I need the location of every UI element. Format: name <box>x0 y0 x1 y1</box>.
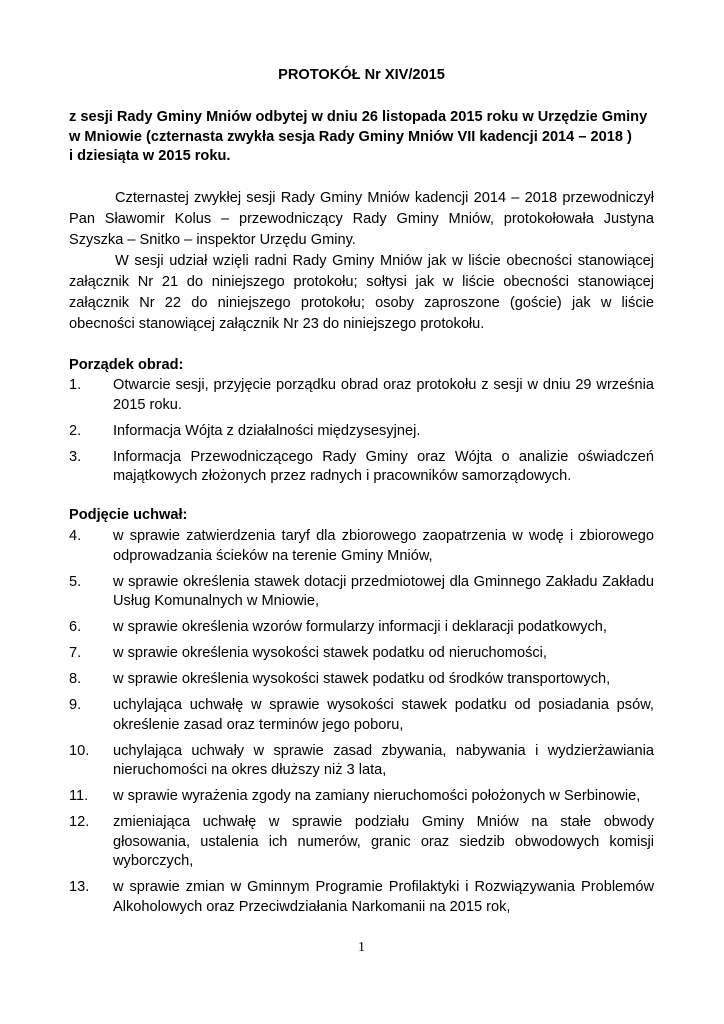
item-text: w sprawie określenia wysokości stawek podatku od nieruchomości, <box>113 645 547 661</box>
item-number: 6. <box>69 619 82 635</box>
resolutions-list <box>69 527 654 924</box>
list-item <box>69 422 654 442</box>
list-item <box>69 813 654 872</box>
item-number: 11. <box>69 788 89 804</box>
list-item <box>69 742 654 781</box>
item-text: Informacja Wójta z działalności międzysesyjnej. <box>113 422 421 439</box>
item-text: Informacja Przewodniczącego Rady Gminy oraz Wójta o analizie oświadczeń majątkowych złożonych przez radnych i pracowników samorządowych. <box>113 448 654 484</box>
page-number: 1 <box>358 940 365 955</box>
item-number: 7. <box>69 645 82 661</box>
item-text: Otwarcie sesji, przyjęcie porządku obrad oraz protokołu z sesji w dniu 29 września 2015 roku. <box>113 377 654 413</box>
item-text: uchylająca uchwałę w sprawie wysokości stawek podatku od posiadania psów, określenie zasad oraz terminów jego poboru, <box>113 697 654 733</box>
list-item <box>69 618 654 638</box>
list-item <box>69 573 654 612</box>
item-number: 13. <box>69 879 90 895</box>
item-number: 3. <box>69 448 82 465</box>
item-text: uchylająca uchwały w sprawie zasad zbywania, nabywania i wydzierżawiania nieruchomości na okres dłuższy niż 3 lata, <box>113 742 654 778</box>
item-number: 1. <box>69 377 82 393</box>
subtitle-line: w Mniowie (czternasta zwykła sesja Rady Gminy Mniów VII kadencji 2014 – 2018 ) <box>69 128 632 145</box>
list-item <box>69 878 654 917</box>
item-number: 2. <box>69 422 82 439</box>
list-item <box>69 644 654 664</box>
list-item <box>69 696 654 735</box>
item-number: 5. <box>69 573 82 590</box>
item-text: zmieniająca uchwałę w sprawie podziału Gminy Mniów na stałe obwody głosowania, ustalenia ich numerów, granic oraz siedzib obwodowych komisji wyborczych, <box>113 814 654 869</box>
session-subtitle <box>69 108 654 167</box>
resolutions-heading: Podjęcie uchwał: <box>69 507 188 523</box>
item-number: 4. <box>69 528 82 544</box>
item-text: w sprawie zmian w Gminnym Programie Profilaktyki i Rozwiązywania Problemów Alkoholowych oraz Przeciwdziałania Narkomanii na 2015 rok, <box>113 879 654 915</box>
list-item <box>69 376 654 415</box>
item-text: w sprawie określenia wysokości stawek podatku od środków transportowych, <box>113 671 611 687</box>
list-item <box>69 787 654 807</box>
item-number: 10. <box>69 742 90 759</box>
item-text: w sprawie wyrażenia zgody na zamiany nieruchomości położonych w Serbinowie, <box>113 788 641 804</box>
subtitle-line: i dziesiąta w 2015 roku. <box>69 148 231 164</box>
agenda-heading: Porządek obrad: <box>69 357 184 373</box>
chair-paragraph: Czternastej zwykłej sesji Rady Gminy Mniów kadencji 2014 – 2018 przewodniczył Pan Sławomir Kolus – przewodniczący Rady Gminy Mniów, protokołowała Justyna Szyszka – Snitko – inspektor Urzędu Gminy. <box>69 190 654 248</box>
list-item <box>69 670 654 690</box>
item-number: 8. <box>69 671 82 687</box>
attendance-paragraph: W sesji udział wzięli radni Rady Gminy Mniów jak w liście obecności stanowiącej załącznik Nr 21 do niniejszego protokołu; sołtysi jak w liście obecności stanowiącej załącznik Nr 22 do niniejszego protokołu; osoby zaproszone (goście) jak w liście obecności stanowiącej załącznik Nr 23 do niniejszego protokołu. <box>69 253 654 332</box>
item-number: 12. <box>69 814 90 830</box>
item-text: w sprawie określenia stawek dotacji przedmiotowej dla Gminnego Zakładu Zakładu Usług Komunalnych w Mniowie, <box>113 573 654 609</box>
list-item <box>69 527 654 566</box>
item-text: w sprawie określenia wzorów formularzy informacji i deklaracji podatkowych, <box>113 619 607 635</box>
item-text: w sprawie zatwierdzenia taryf dla zbiorowego zaopatrzenia w wodę i zbiorowego odprowadzania ścieków na terenie Gminy Mniów, <box>113 528 654 564</box>
item-number: 9. <box>69 697 82 713</box>
subtitle-line: z sesji Rady Gminy Mniów odbytej w dniu 26 listopada 2015 roku w Urzędzie Gminy <box>69 109 648 125</box>
protocol-title: PROTOKÓŁ Nr XIV/2015 <box>278 67 445 83</box>
list-item <box>69 448 654 487</box>
agenda-list <box>69 376 654 493</box>
